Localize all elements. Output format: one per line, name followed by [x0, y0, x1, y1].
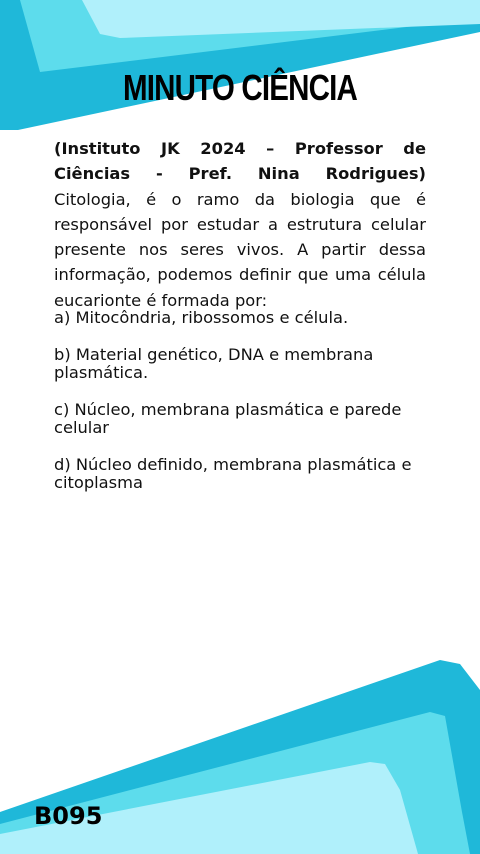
answer-options	[54, 309, 426, 511]
option-a: a) Mitocôndria, ribossomos e célula.	[54, 308, 349, 327]
page-title: MINUTO CIÊNCIA	[123, 67, 357, 108]
question-text	[54, 136, 426, 313]
question-source: (Instituto JK 2024 – Professor de Ciências - Pref. Nina Rodrigues)	[54, 139, 426, 184]
option-b: b) Material genético, DNA e membrana plasmática.	[54, 345, 374, 382]
option-d: d) Núcleo definido, membrana plasmática e citoplasma	[54, 455, 412, 492]
option-c: c) Núcleo, membrana plasmática e parede celular	[54, 400, 402, 437]
question-body: Citologia, é o ramo da biologia que é responsável por estudar a estrutura celular presente nos seres vivos. A partir dessa informação, podemos definir que uma célula eucarionte é formada por:	[54, 189, 426, 310]
post-code: B095	[34, 802, 103, 830]
